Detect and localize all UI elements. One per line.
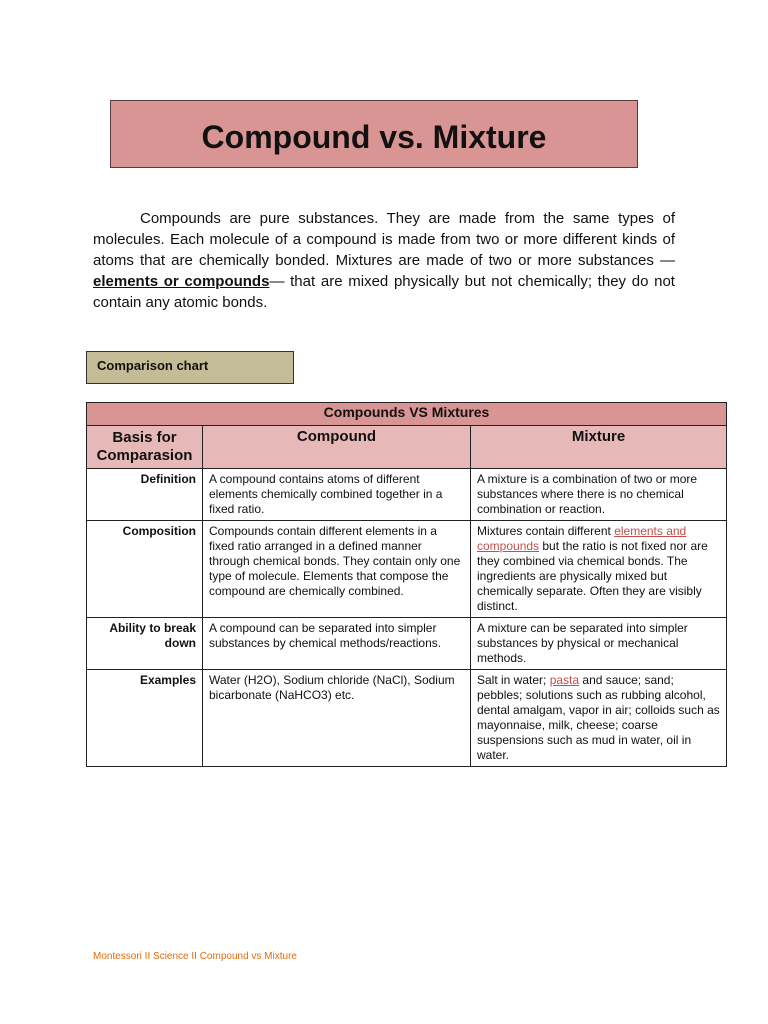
- page-title: Compound vs. Mixture: [201, 118, 547, 155]
- pasta-link[interactable]: pasta: [549, 673, 580, 687]
- mixture-text: Mixtures contain different: [477, 524, 615, 538]
- table-row: [87, 469, 727, 521]
- intro-text-1: Compounds are pure substances. They are made from the same types of molecules. Each molecule of a compound is made from two or more different kinds of atoms that are chemically bonded. Mixtures are made of two or more substances —: [93, 210, 675, 269]
- compound-cell: Water (H2O), Sodium chloride (NaCl), Sodium bicarbonate (NaHCO3) etc.: [203, 670, 471, 767]
- mixture-cell: [471, 521, 727, 618]
- header-compound: Compound: [203, 426, 471, 469]
- header-mixture: Mixture: [471, 426, 727, 469]
- table-row: [87, 521, 727, 618]
- title-box: [110, 100, 638, 168]
- mixture-cell: [471, 618, 727, 670]
- comparison-chart-label: Comparison chart: [86, 351, 294, 384]
- intro-emphasis: elements or compounds: [93, 273, 270, 290]
- mixture-text: and sauce; sand; pebbles; solutions such as rubbing alcohol, dental amalgam, vapor in air; colloids such as mayonnaise, milk, cheese; coarse suspensions such as mud in water, oil in water.: [477, 673, 720, 762]
- row-label: Definition: [87, 469, 203, 521]
- mixture-cell: [471, 670, 727, 767]
- table-caption-row: [87, 403, 727, 426]
- comparison-table: [86, 402, 727, 767]
- mixture-text: Salt in water;: [477, 673, 550, 687]
- mixture-text: A mixture is a combination of two or more substances where there is no chemical combination or reaction.: [477, 472, 698, 516]
- page-footer: Montessori II Science II Compound vs Mixture: [93, 951, 297, 962]
- compound-cell: A compound can be separated into simpler substances by chemical methods/reactions.: [203, 618, 471, 670]
- elements-and-compounds-link[interactable]: elements and compounds: [477, 524, 687, 553]
- compound-cell: A compound contains atoms of different elements chemically combined together in a fixed ratio.: [203, 469, 471, 521]
- table-row: [87, 618, 727, 670]
- table-caption: Compounds VS Mixtures: [87, 403, 727, 426]
- mixture-cell: [471, 469, 727, 521]
- mixture-text: but the ratio is not fixed nor are they combined via chemical bonds. The ingredients are physically mixed but chemically separate. Often they are visibly distinct.: [477, 539, 708, 613]
- table-row: [87, 670, 727, 767]
- table-header-row: [87, 426, 727, 469]
- row-label: Examples: [87, 670, 203, 767]
- row-label: Composition: [87, 521, 203, 618]
- intro-text-2: — that are mixed physically but not chemically; they do not contain any atomic bonds.: [93, 273, 675, 311]
- header-basis: Basis for Comparasion: [87, 426, 203, 469]
- mixture-text: A mixture can be separated into simpler substances by physical or mechanical methods.: [477, 621, 688, 665]
- intro-paragraph: [93, 208, 675, 313]
- compound-cell: Compounds contain different elements in a fixed ratio arranged in a defined manner through chemical bonds. They contain only one type of molecule. Elements that compose the compound are chemically combined.: [203, 521, 471, 618]
- row-label: Ability to break down: [87, 618, 203, 670]
